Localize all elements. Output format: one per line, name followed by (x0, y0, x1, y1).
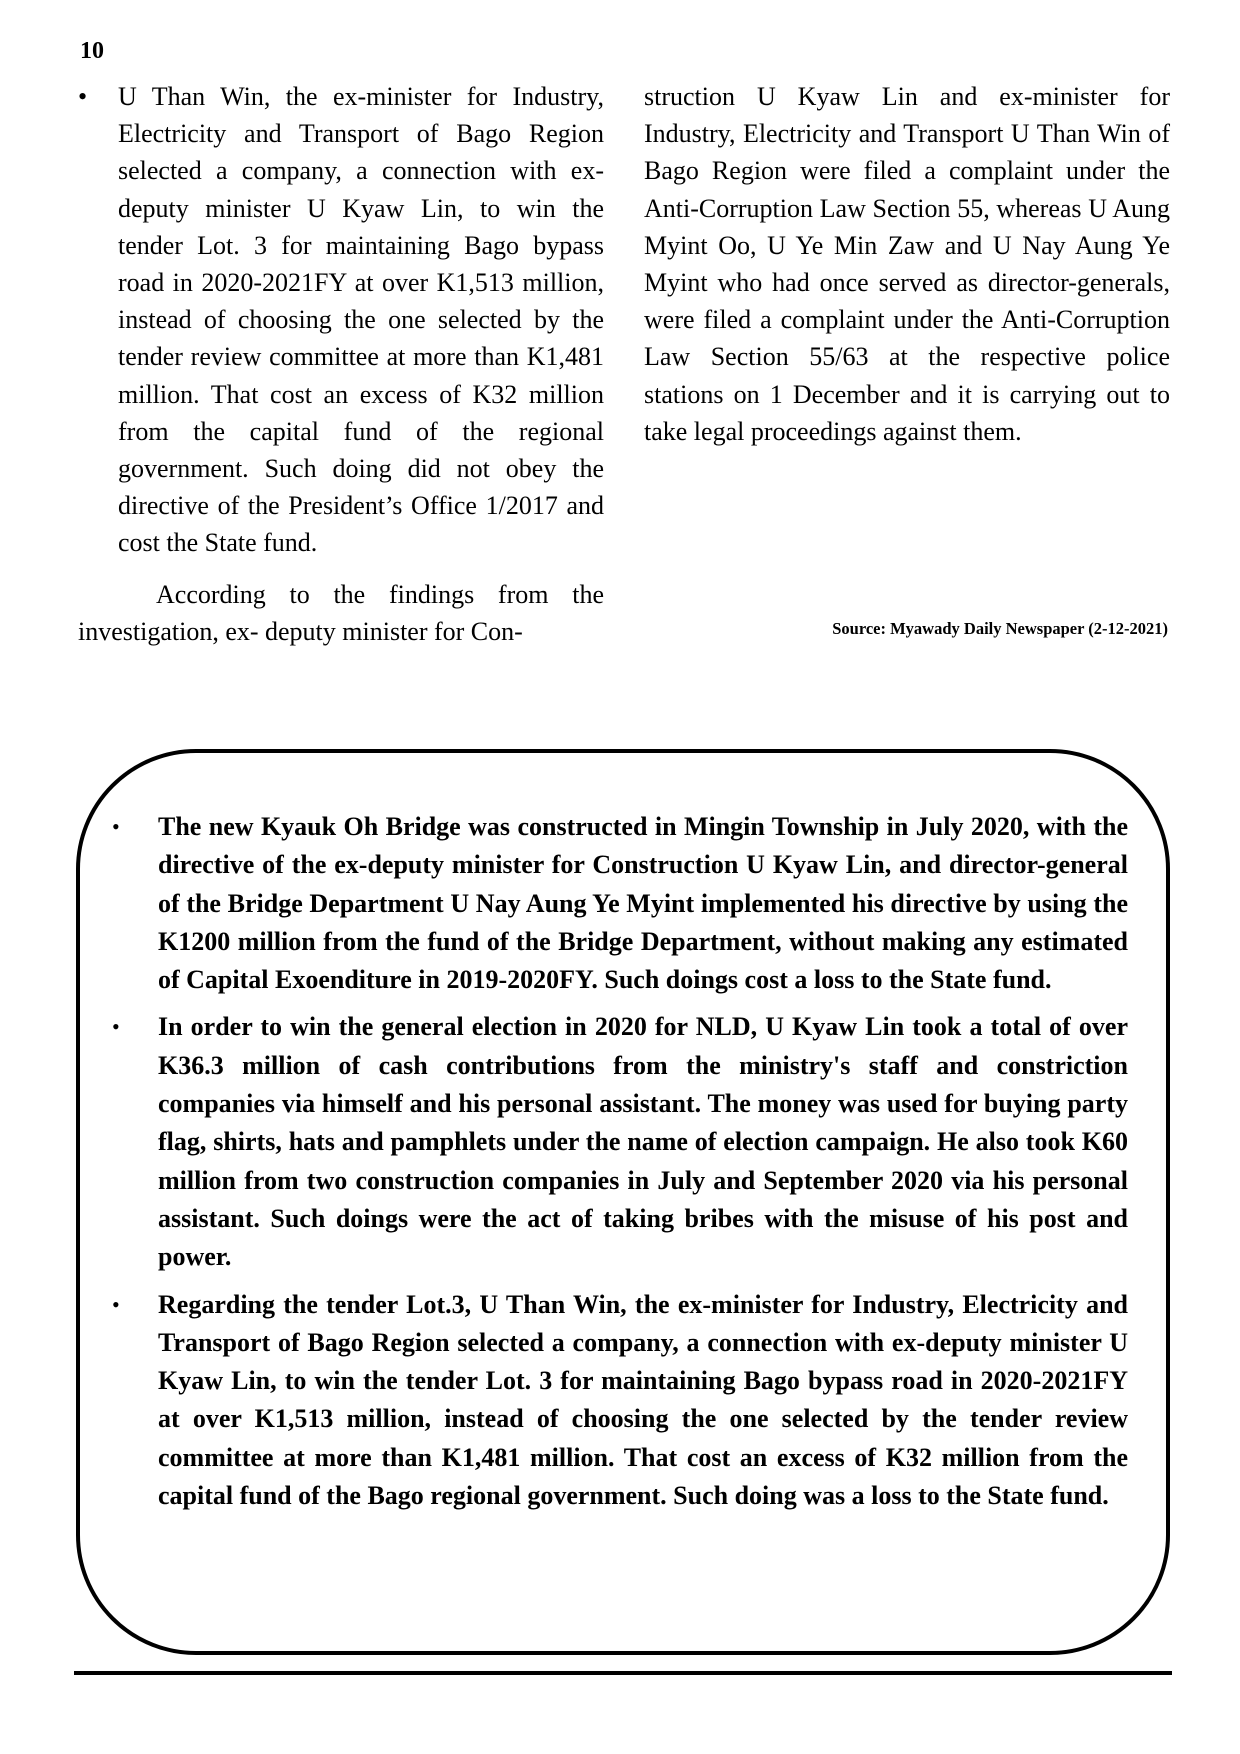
footer-rule (74, 1671, 1172, 1675)
summary-box (112, 808, 1128, 1524)
bullet-icon: • (112, 1291, 120, 1317)
source-citation: Source: Myawady Daily Newspaper (2-12-2021) (832, 619, 1168, 638)
summary-item (112, 808, 1128, 999)
summary-item-text: The new Kyauk Oh Bridge was constructed in Mingin Township in July 2020, with the directive of the ex-deputy minister for Construction U Kyaw Lin, and director-general of the Bridge Department U Nay Aung Ye Myint implemented his directive by using the K1200 million from the fund of the Bridge Department, without making any estimated of Capital Exoenditure in 2019-2020FY. Such doings cost a loss to the State fund. (158, 812, 1128, 995)
summary-item-text: In order to win the general election in 2020 for NLD, U Kyaw Lin took a total of over K36.3 million of cash contributions from the ministry's staff and constriction companies via himself and his personal assistant. The money was used for buying party flag, shirts, hats and pamphlets under the name of election campaign. He also took K60 million from two construction companies in July and September 2020 via his personal assistant. Such doings were the act of taking bribes with the misuse of his post and power. (158, 1012, 1128, 1272)
summary-item-text: Regarding the tender Lot.3, U Than Win, the ex-minister for Industry, Electricity and Transport of Bago Region selected a company, a connection with ex-deputy minister U Kyaw Lin, to win the tender Lot. 3 for maintaining Bago bypass road in 2020-2021FY at over K1,513 million, instead of choosing the one selected by the tender review committee at more than K1,481 million. That cost an excess of K32 million from the capital fund of the Bago regional government. Such doing was a loss to the State fund. (158, 1289, 1128, 1511)
bullet-icon: • (112, 814, 120, 839)
bullet-paragraph-text: U Than Win, the ex-minister for Industry, Electricity and Transport of Bago Region selected a company, a connection with ex-deputy minister U Kyaw Lin, to win the tender Lot. 3 for maintaining Bago bypass road in 2020-2021FY at over K1,513 million, instead of choosing the one selected by the tender review committee at more than K1,481 million. That cost an excess of K32 million from the capital fund of the regional government. Such doing did not obey the directive of the President’s Office 1/2017 and cost the State fund. (118, 82, 604, 558)
body-paragraph: According to the findings from the investigation, ex- deputy minister for Con- (78, 579, 604, 646)
bullet-icon: • (78, 82, 88, 111)
summary-item (112, 1008, 1128, 1276)
page-number: 10 (80, 38, 104, 64)
bullet-icon: • (112, 1014, 120, 1040)
bullet-paragraph (78, 78, 604, 562)
summary-item (112, 1286, 1128, 1516)
right-column (644, 78, 1170, 450)
left-column (78, 78, 604, 650)
body-paragraph-continued: struction U Kyaw Lin and ex-minister for Industry, Electricity and Transport U Than Win of Bago Region were filed a complaint under the Anti-Corruption Law Section 55, whereas U Aung Myint Oo, U Ye Min Zaw and U Nay Aung Ye Myint who had once served as director-generals, were filed a complaint under the Anti-Corruption Law Section 55/63 at the respective police stations on 1 December and it is carrying out to take legal proceedings against them. (644, 82, 1170, 446)
